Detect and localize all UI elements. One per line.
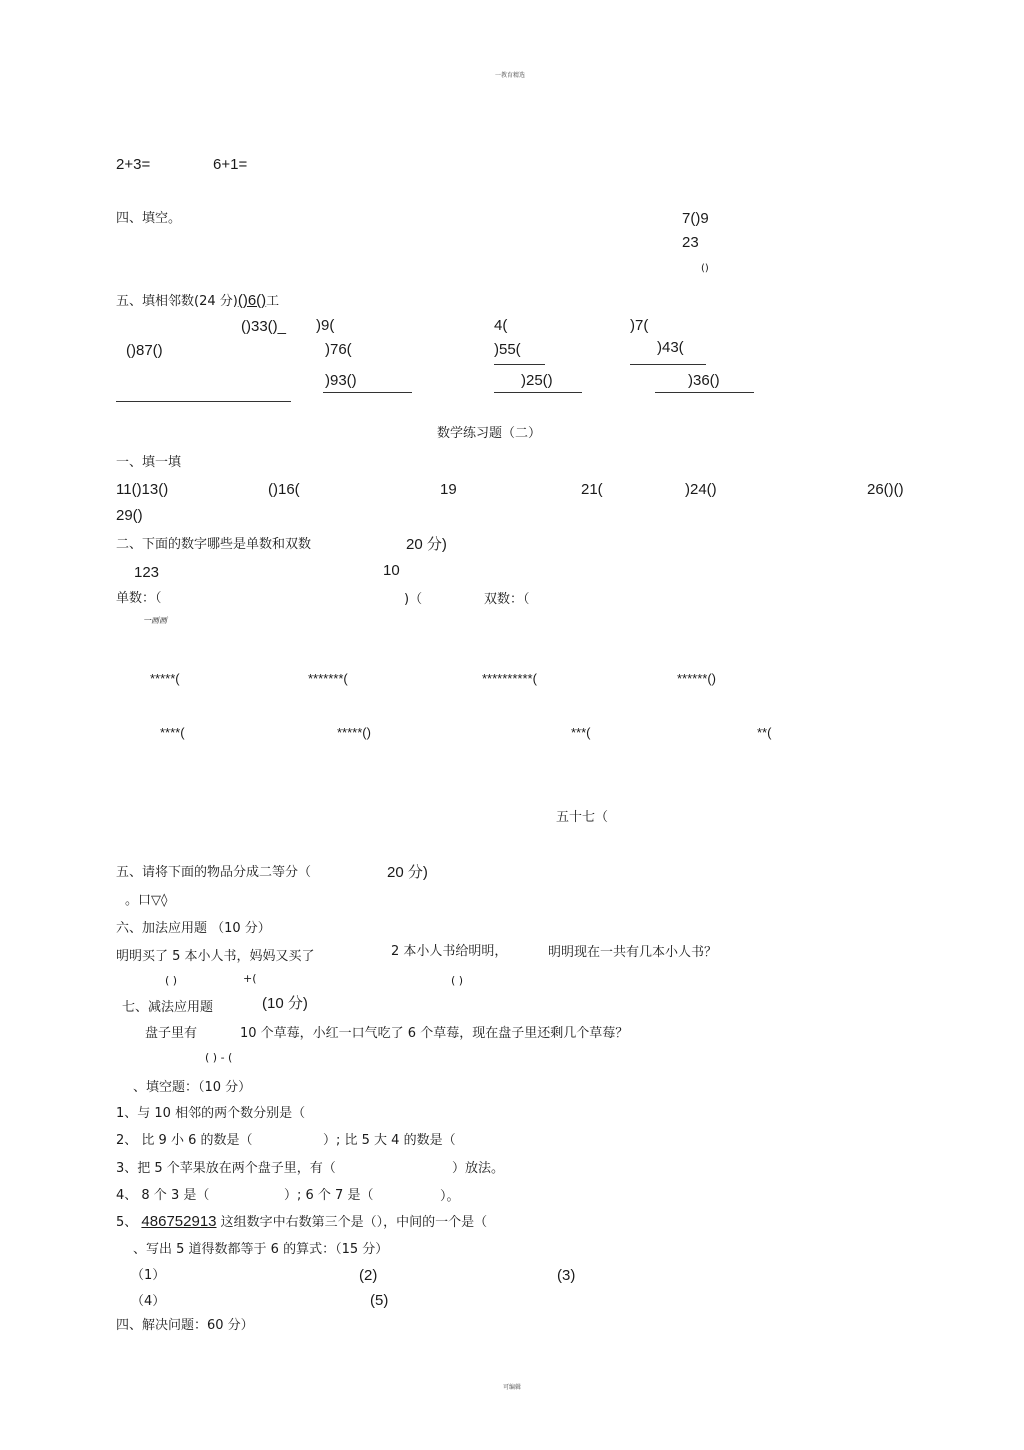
fill-item: )24() [685, 481, 717, 498]
stars-item: ******() [677, 671, 717, 686]
fill-heading: 、填空题：（10 分） [133, 1080, 252, 1095]
blank-line [630, 364, 706, 365]
even-label: 双数：（ [484, 592, 530, 607]
fill-question-5-number: 486752913 [141, 1213, 217, 1230]
write-slot-3: (3) [557, 1267, 576, 1284]
adjacent-cell: )7( [630, 317, 649, 334]
section-five-tail: ()6() [237, 292, 267, 309]
adjacent-cell: )36() [688, 372, 720, 389]
fill-question-5-text: 这组数字中右数第三个是（），中间的一个是（ [220, 1215, 488, 1230]
adjacent-cell: )25() [521, 372, 553, 389]
stars-item: **( [757, 725, 772, 740]
number-a: 123 [134, 564, 160, 581]
addition-question-part3: 明明现在一共有几本小人书？ [548, 945, 718, 960]
write-slot-1: （1） [131, 1268, 166, 1283]
fifty-seven: 五十七（ [556, 810, 609, 825]
fill-question-1: 1、与 10 相邻的两个数分别是（ [116, 1106, 306, 1121]
adjacent-cell: )43( [657, 339, 684, 356]
stars-item: ***( [571, 725, 591, 740]
solve-heading: 四、解决问题：60 分） [116, 1318, 254, 1333]
blank-line [116, 401, 291, 402]
write-slot-4: （4） [131, 1294, 166, 1309]
footer-note: 可编辑 [503, 1384, 522, 1391]
subtraction-question-part2: 10 个草莓，小红一口气吃了 6 个草莓，现在盘子里还剩几个草莓？ [240, 1026, 629, 1041]
blank-line [494, 392, 582, 393]
section-five-title: 五、填相邻数(24 分) [116, 294, 238, 309]
stars-item: **********( [482, 671, 537, 686]
adjacent-cell: ()33()_ [241, 318, 287, 335]
fill-question-2a: 2、 比 9 小 6 的数是（ [116, 1133, 253, 1148]
adjacent-cell: )9( [316, 317, 335, 334]
fill-question-5 [116, 1214, 487, 1229]
section-five-end: 工 [266, 294, 280, 309]
section-four-heading: 四、填空。 [116, 211, 182, 226]
subtraction-blank: ( ) - ( [205, 1051, 233, 1064]
section-two-heading: 二、下面的数字哪些是单数和双数 [116, 537, 312, 552]
exercise-title: 数学练习题（二） [437, 426, 542, 441]
section-seven-score: (10 分) [262, 995, 308, 1012]
number-b: 10 [383, 562, 400, 579]
stars-item: ****( [160, 725, 185, 740]
addition-question-part1: 明明买了 5 本小人书，妈妈又买了 [116, 949, 315, 964]
expression-b: 6+1= [213, 156, 248, 173]
addition-blank-1: ( ) [165, 974, 178, 987]
fill-item: 19 [440, 481, 457, 498]
adjacent-cell: )76( [325, 341, 352, 358]
fill-question-4b: ）; 6 个 7 是（ [284, 1188, 374, 1203]
adjacent-cell: ()87() [126, 342, 163, 359]
section-six-heading: 六、加法应用题 （10 分） [116, 921, 271, 936]
fill-question-4c: ）。 [440, 1189, 460, 1204]
write-slot-5: (5) [370, 1292, 389, 1309]
addition-question-part2: 2 本小人书给明明， [391, 944, 508, 959]
section-five-b-heading: 五、请将下面的物品分成二等分（ [116, 865, 312, 880]
adjacent-cell: )55( [494, 341, 521, 358]
section-one-heading: 一、填一填 [116, 455, 182, 470]
subtraction-question-part1: 盘子里有 [145, 1026, 198, 1041]
middle-paren: )（ [404, 592, 423, 607]
write-heading: 、写出 5 道得数都等于 6 的算式：（15 分） [133, 1242, 389, 1257]
section-five-heading [116, 293, 279, 308]
blank-line [655, 392, 754, 393]
blank-line [494, 364, 545, 365]
stars-item: *****() [337, 725, 371, 740]
odd-label: 单数：（ [116, 591, 162, 606]
right-item-a: 7()9 [682, 210, 709, 227]
fill-question-5-index: 5、 [116, 1215, 138, 1230]
right-item-c: () [701, 263, 709, 274]
fill-item: 26()() [867, 481, 904, 498]
stars-item: *****( [150, 671, 180, 686]
expression-a: 2+3= [116, 156, 151, 173]
fill-item: 29() [116, 507, 143, 524]
addition-blank-2: +( [243, 972, 257, 985]
fill-question-4a: 4、 8 个 3 是（ [116, 1188, 210, 1203]
section-seven-heading: 七、减法应用题 [122, 1000, 214, 1015]
fill-item: 11()13() [116, 481, 169, 498]
fill-question-3a: 3、把 5 个苹果放在两个盘子里，有（ [116, 1161, 336, 1176]
shapes-row: 。口▽◊ [125, 893, 168, 908]
section-two-score: 20 分) [406, 536, 447, 553]
blank-line [323, 392, 412, 393]
write-slot-2: (2) [359, 1267, 378, 1284]
adjacent-cell: 4( [494, 317, 508, 334]
section-three-heading: 一画画 [143, 616, 167, 625]
stars-item: *******( [308, 671, 348, 686]
fill-item: 21( [581, 481, 603, 498]
header-note: 一教育精选 [495, 72, 526, 79]
adjacent-cell: )93() [325, 372, 357, 389]
addition-blank-3: ( ) [451, 974, 464, 987]
fill-item: ()16( [268, 481, 300, 498]
fill-question-2b: ）; 比 5 大 4 的数是（ [323, 1133, 456, 1148]
section-five-b-score: 20 分) [387, 864, 428, 881]
fill-question-3b: ）放法。 [452, 1161, 505, 1176]
right-item-b: 23 [682, 234, 699, 251]
